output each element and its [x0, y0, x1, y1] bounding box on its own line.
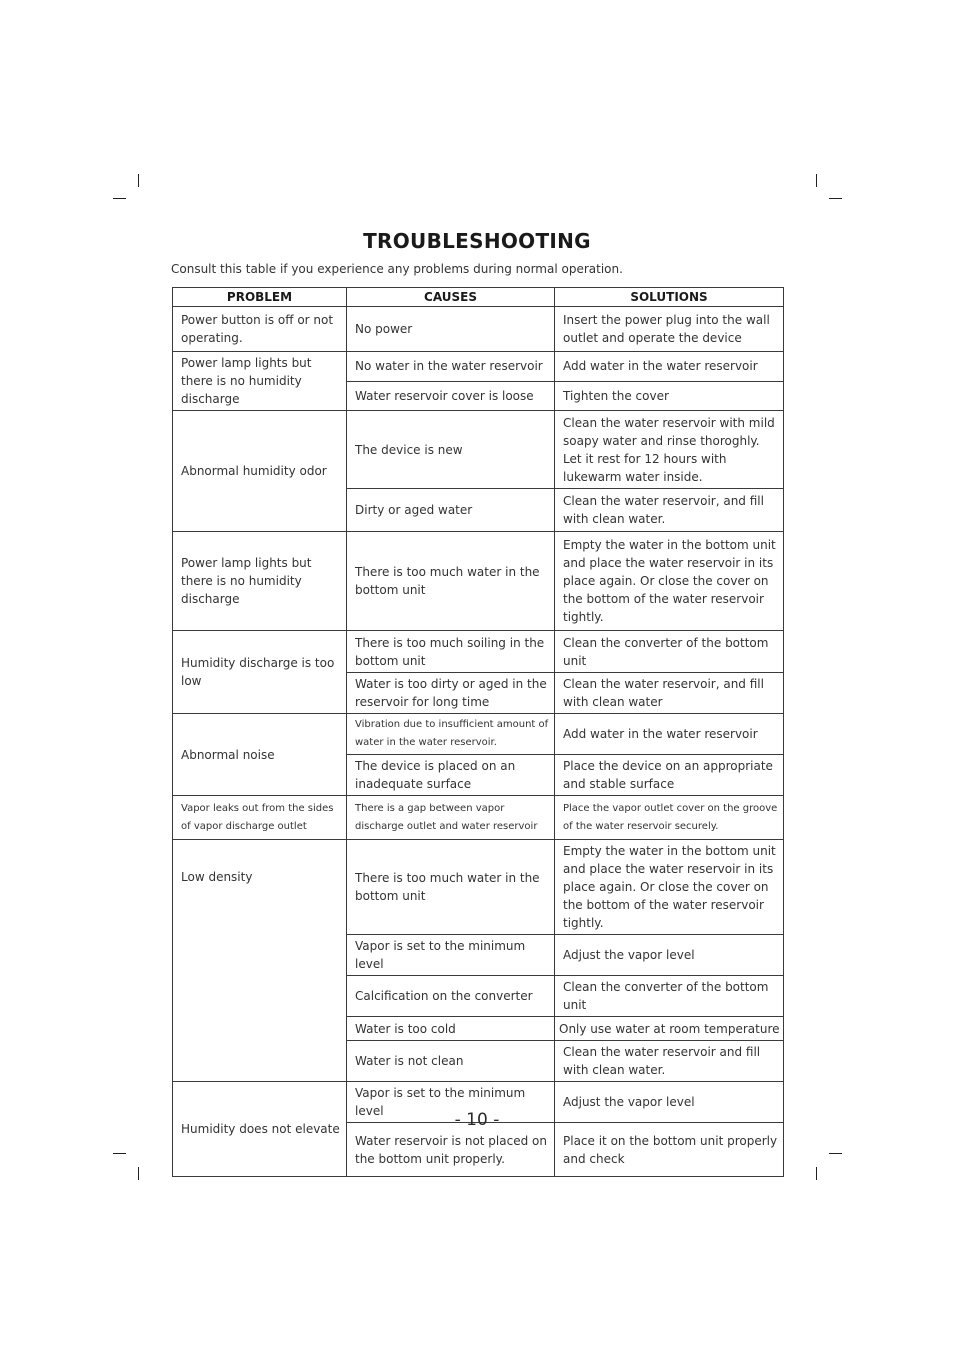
solution-cell: Clean the water reservoir with mild soapy water and rinse thoroghly. Let it rest for 12 hours with lukewarm water inside. — [555, 411, 784, 489]
solution-cell: Clean the water reservoir and fill with clean water. — [555, 1041, 784, 1082]
cause-cell: The device is placed on an inadequate surface — [347, 755, 555, 796]
header-solutions: SOLUTIONS — [555, 288, 784, 307]
crop-mark — [816, 1167, 817, 1180]
cause-cell: There is too much water in the bottom unit — [347, 532, 555, 631]
cause-cell: The device is new — [347, 411, 555, 489]
crop-mark — [816, 174, 817, 187]
table-row — [173, 840, 784, 935]
crop-mark — [829, 198, 842, 199]
table-row — [173, 352, 784, 382]
solution-cell: Clean the converter of the bottom unit — [555, 631, 784, 673]
page-title: TROUBLESHOOTING — [363, 229, 591, 253]
solution-cell: Adjust the vapor level — [555, 935, 784, 976]
problem-cell: Vapor leaks out from the sides of vapor discharge outlet — [173, 796, 347, 840]
page-number: - 10 - — [454, 1110, 500, 1130]
cause-cell: Vapor is set to the minimum level — [347, 935, 555, 976]
cause-cell: Vapor is set to the minimum level — [347, 1082, 555, 1123]
crop-mark — [113, 1153, 126, 1154]
problem-cell: Low density — [173, 840, 347, 1082]
table-row — [173, 307, 784, 352]
crop-mark — [829, 1153, 842, 1154]
solution-cell: Empty the water in the bottom unit and place the water reservoir in its place again. Or close the cover on the bottom of the water reservoir tightly. — [555, 840, 784, 935]
cause-cell: There is a gap between vapor discharge outlet and water reservoir — [347, 796, 555, 840]
cause-cell: There is too much water in the bottom unit — [347, 840, 555, 935]
problem-cell: Abnormal noise — [173, 714, 347, 796]
cause-cell: There is too much soiling in the bottom unit — [347, 631, 555, 673]
solution-cell: Place the vapor outlet cover on the groove of the water reservoir securely. — [555, 796, 784, 840]
solution-cell: Place it on the bottom unit properly and check — [555, 1123, 784, 1177]
solution-cell: Clean the water reservoir, and fill with clean water — [555, 673, 784, 714]
crop-mark — [113, 198, 126, 199]
crop-mark — [138, 174, 139, 187]
solution-cell: Place the device on an appropriate and stable surface — [555, 755, 784, 796]
problem-cell: Power lamp lights but there is no humidity discharge — [173, 352, 347, 411]
solution-cell: Clean the converter of the bottom unit — [555, 976, 784, 1017]
cause-cell: Dirty or aged water — [347, 489, 555, 532]
cause-cell: No power — [347, 307, 555, 352]
problem-cell: Power lamp lights but there is no humidity discharge — [173, 532, 347, 631]
table-row — [173, 532, 784, 631]
troubleshooting-table — [172, 287, 784, 1177]
solution-cell: Tighten the cover — [555, 381, 784, 411]
solution-cell: Add water in the water reservoir — [555, 352, 784, 382]
problem-cell: Power button is off or not operating. — [173, 307, 347, 352]
cause-cell: Calcification on the converter — [347, 976, 555, 1017]
cause-cell: Water is not clean — [347, 1041, 555, 1082]
solution-cell: Empty the water in the bottom unit and place the water reservoir in its place again. Or close the cover on the bottom of the water reservoir tightly. — [555, 532, 784, 631]
problem-cell: Humidity discharge is too low — [173, 631, 347, 714]
solution-cell: Only use water at room temperature — [555, 1017, 784, 1041]
table-row — [173, 714, 784, 755]
table-row — [173, 796, 784, 840]
table-row — [173, 411, 784, 489]
crop-mark — [138, 1167, 139, 1180]
solution-cell: Adjust the vapor level — [555, 1082, 784, 1123]
solution-cell: Add water in the water reservoir — [555, 714, 784, 755]
table-row — [173, 631, 784, 673]
problem-cell: Abnormal humidity odor — [173, 411, 347, 532]
header-problem: PROBLEM — [173, 288, 347, 307]
header-causes: CAUSES — [347, 288, 555, 307]
solution-cell: Insert the power plug into the wall outlet and operate the device — [555, 307, 784, 352]
cause-cell: Water is too cold — [347, 1017, 555, 1041]
table-header-row — [173, 288, 784, 307]
cause-cell: Water is too dirty or aged in the reservoir for long time — [347, 673, 555, 714]
problem-cell: Humidity does not elevate — [173, 1082, 347, 1177]
cause-cell: Water reservoir is not placed on the bottom unit properly. — [347, 1123, 555, 1177]
cause-cell: Vibration due to insufficient amount of water in the water reservoir. — [347, 714, 555, 755]
solution-cell: Clean the water reservoir, and fill with clean water. — [555, 489, 784, 532]
intro-text: Consult this table if you experience any problems during normal operation. — [171, 262, 623, 276]
cause-cell: Water reservoir cover is loose — [347, 381, 555, 411]
cause-cell: No water in the water reservoir — [347, 352, 555, 382]
